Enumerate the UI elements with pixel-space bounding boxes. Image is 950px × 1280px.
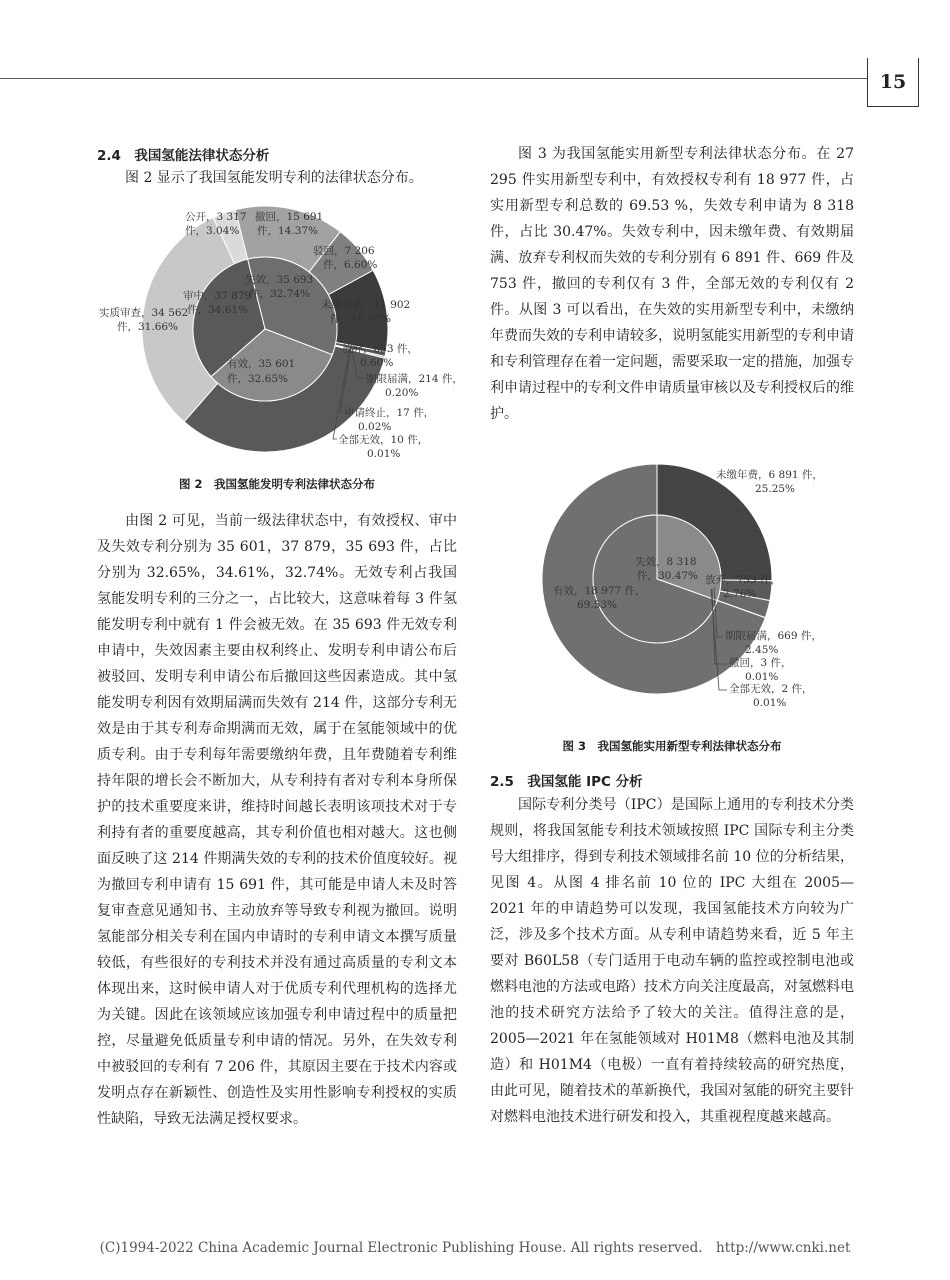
label3-fangqi-1: 放弃，753 件， [705, 574, 781, 586]
label-weijiao-2: 件，10.90% [330, 313, 392, 325]
label-bohui-2: 件，6.60% [323, 259, 378, 271]
label-shixiao-1: 失效，35 693 [245, 274, 314, 286]
label3-weijiao-2: 25.25% [755, 483, 796, 495]
label-youxiao-1: 有效，35 601 [227, 358, 296, 370]
label3-youxiao-2: 69.53% [577, 599, 618, 611]
left-body [97, 508, 457, 1132]
label-chehui-1: 撤回，15 691 [255, 211, 324, 223]
label-qixian-2: 0.20% [385, 387, 419, 399]
label-wuxiao-1: 全部无效，10 件， [338, 434, 429, 446]
label-shenzhong-1: 审中，37 879 [183, 290, 252, 302]
header-rule [0, 78, 868, 79]
label3-wuxiao-1: 全部无效，2 件， [729, 683, 813, 695]
label3-wuxiao-2: 0.01% [753, 697, 787, 709]
label-weijiao-1: 未缴年费，11 902 [321, 299, 411, 311]
figure-3-caption: 图 3 我国氢能实用新型专利法律状态分布 [562, 739, 782, 753]
label3-youxiao-1: 有效，18 977 件， [553, 585, 646, 597]
label3-qixian-1: 期限届满，669 件， [725, 630, 822, 642]
label-wuxiao-2: 0.01% [367, 448, 401, 460]
label-fangqi-2: 0.60% [360, 357, 394, 369]
label3-shixiao-1: 失效，8 318 [635, 556, 697, 568]
left-paragraph-1: 由图 2 可见，当前一级法律状态中，有效授权、审中及失效专利分别为 35 601，37 879，35 693 件，占比分别为 32.65%，34.61%，32.74%。无效专利占我国氢能发明专利的三分之一，占比较大，这意味着每 3 件氢能发明专利中就有 1 件会被无效。在 35 693 件无效专利申请中，失效因素主要由权利终止、发明专利申请公布后被驳回、发明专利申请公布后撤回这些因素造成。其中氢能发明专利因有效期届满而失效有 214 件，这部分专利无效是由于其专利寿命期满而无效，属于在氢能领域中的优质专利。由于专利每年需要缴纳年费，且年费随着专利维持年限的增长会不断加大，从专利持有者对专利本身所保护的技术重要度来讲，维持时间越长表明该项技术对于专利持有者的重要度越高，其专利价值也相对越大。这也侧面反映了这 214 件期满失效的专利的技术价值度较好。视为撤回专利申请有 15 691 件，其可能是申请人未及时答复审查意见通知书、主动放弃等导致专利视为撤回。说明氢能部分相关专利在国内申请时的专利申请文本撰写质量较低，有些很好的专利技术并没有通过高质量的专利文本体现出来，这时候申请人对于优质专利代理机构的选择尤为关键。因此在该领域应该加强专利申请过程中的质量把控，尽量避免低质量专利申请的情况。另外，在失效专利中被驳回的专利有 7 206 件，其原因主要在于技术内容或发明点存在新颖性、创造性及实用性影响专利授权的实质性缺陷，导致无法满足授权要求。 [97, 513, 457, 1127]
label-zhongzhi-2: 0.02% [358, 421, 392, 433]
label-gongkai-2: 件，3.04% [185, 225, 240, 237]
label3-chehui-1: 撤回，3 件， [729, 657, 792, 669]
figure-2-caption: 图 2 我国氢能发明专利法律状态分布 [178, 477, 375, 491]
figure-2-chart [85, 192, 465, 467]
label-chehui-2: 件，14.37% [257, 225, 319, 237]
label-shixiao-2: 件，32.74% [249, 288, 311, 300]
label-zhongzhi-1: 申请终止，17 件， [344, 407, 435, 419]
section-title-2-4: 2.4 我国氢能法律状态分析 [97, 148, 270, 164]
label3-shixiao-2: 件，30.47% [637, 570, 699, 582]
right-body-1 [490, 141, 854, 427]
label-shizhi-1: 实质审查，34 562 [99, 307, 189, 319]
right-paragraph-1: 图 3 为我国氢能实用新型专利法律状态分布。在 27 295 件实用新型专利中，有效授权专利有 18 977 件，占实用新型专利总数的 69.53 %，失效专利申请为 8 318 件，占比 30.47%。失效专利中，因未缴年费、有效期届满、放弃专利权而失效的专利分别有 6 891 件、669 件及 753 件，撤回的专利仅有 3 件，全部无效的专利仅有 2 件。从图 3 可以看出，在失效的实用新型专利中，未缴纳年费而失效的专利申请较多，说明氢能实用新型的专利申请和专利管理存在着一定问题，需要采取一定的措施，加强专利申请过程中的专利文件申请质量审核以及专利授权后的维护。 [490, 146, 854, 422]
label-shenzhong-2: 件，34.61% [187, 304, 249, 316]
intro-paragraph: 图 2 显示了我国氢能发明专利的法律状态分布。 [125, 170, 423, 186]
label-gongkai-1: 公开，3 317 [185, 211, 247, 223]
right-paragraph-2: 国际专利分类号（IPC）是国际上通用的专利技术分类规则，将我国氢能专利技术领域按照 IPC 国际专利主分类号大组排序，得到专利技术领域排名前 10 位的分析结果，见图 4。从图 4 排名前 10 位的 IPC 大组在 2005—2021 年的申请趋势可以发现，我国氢能技术方向较为广泛，涉及多个技术方面。从专利申请趋势来看，近 5 年主要对 B60L58（专门适用于电动车辆的监控或控制电池或燃料电池的方法或电路）技术方向关注度最高，对氢燃料电池的技术研究方法给予了较大的关注。值得注意的是，2005—2021 年在氢能领域对 H01M8（燃料电池及其制造）和 H01M4（电极）一直有着持续较高的研究热度，由此可见，随着技术的革新换代，我国对氢能的研究主要针对燃料电池技术进行研发和投入，其重视程度越来越高。 [490, 797, 854, 1125]
label3-chehui-2: 0.01% [745, 671, 779, 683]
label-bohui-1: 驳回，7 206 [313, 245, 375, 257]
label3-weijiao-1: 未缴年费，6 891 件， [716, 469, 823, 481]
right-body-2 [490, 792, 854, 1130]
label-shizhi-2: 件，31.66% [117, 321, 179, 333]
section-title-2-5: 2.5 我国氢能 IPC 分析 [490, 774, 643, 790]
label-youxiao-2: 件，32.65% [227, 373, 289, 385]
label-qixian-1: 期限届满，214 件， [366, 373, 463, 385]
label3-fangqi-2: 2.76% [723, 588, 757, 600]
label3-qixian-2: 2.45% [745, 644, 779, 656]
page-number: 15 [867, 58, 919, 107]
figure-3-chart [505, 462, 865, 717]
copyright-footer: (C)1994-2022 China Academic Journal Electronic Publishing House. All rights reserved. http://www.cnki.net [99, 1240, 851, 1256]
label-fangqi-1: 放弃，653 件， [342, 343, 418, 355]
left-intro [97, 165, 457, 191]
